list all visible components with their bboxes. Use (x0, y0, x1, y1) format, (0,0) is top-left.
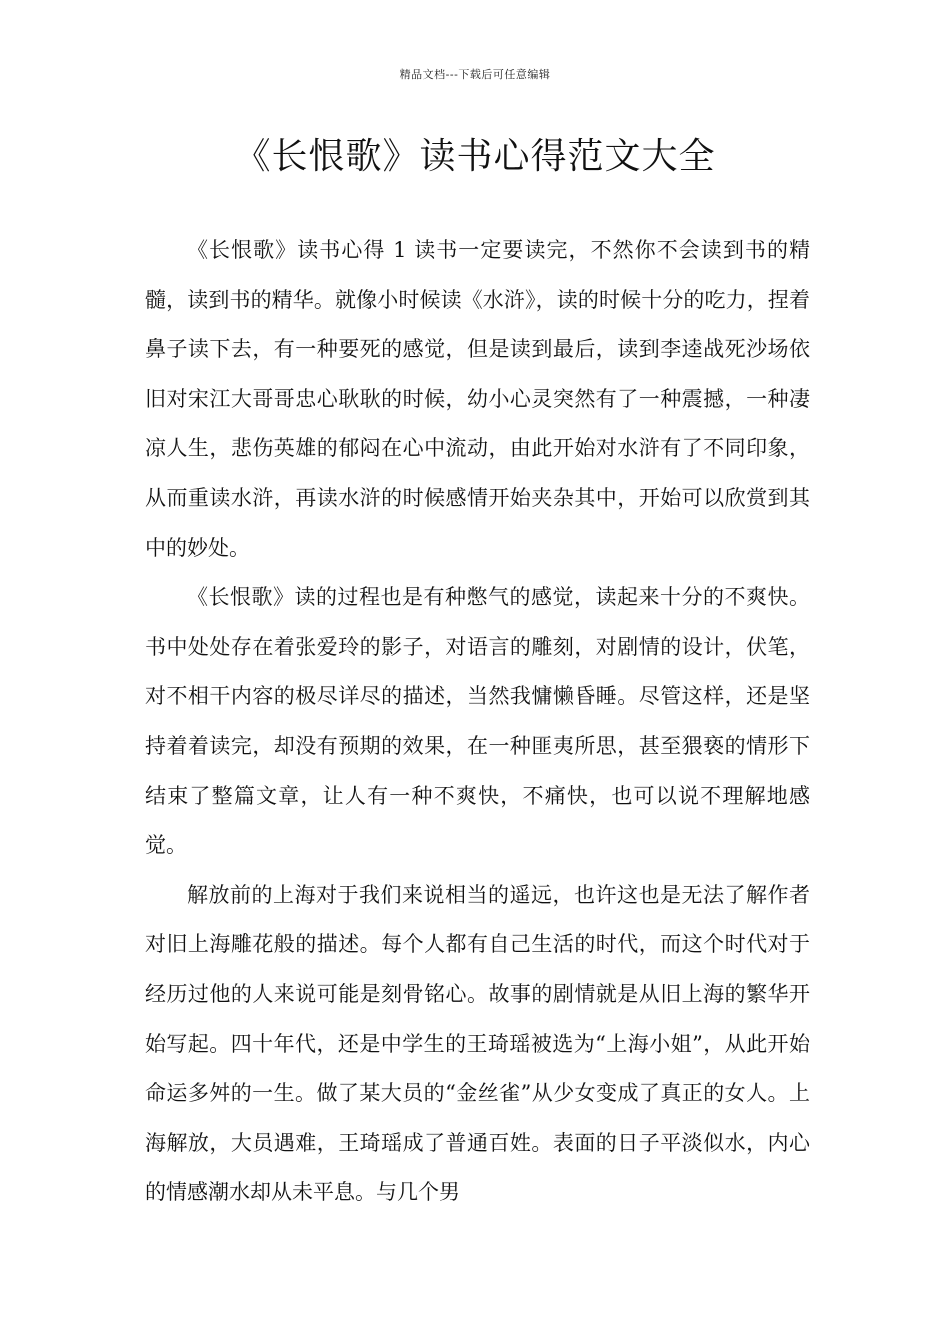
paragraph: 《长恨歌》读的过程也是有种憋气的感觉，读起来十分的不爽快。书中处处存在着张爱玲的影子，对语言的雕刻，对剧情的设计，伏笔，对不相干内容的极尽详尽的描述，当然我慵懒昏睡。尽管这样，还是坚持着着读完，却没有预期的效果，在一种匪夷所思，甚至猥亵的情形下结束了整篇文章，让人有一种不爽快，不痛快，也可以说不理解地感觉。 (145, 585, 810, 858)
header-note: 精品文档---下载后可任意编辑 (399, 68, 551, 81)
paragraph: 解放前的上海对于我们来说相当的遥远，也许这也是无法了解作者对旧上海雕花般的描述。每个人都有自己生活的时代，而这个时代对于经历过他的人来说可能是刻骨铭心。故事的剧情就是从旧上海的繁华开始写起。四十年代，还是中学生的王琦瑶被选为“上海小姐”，从此开始命运多舛的一生。做了某大员的“金丝雀”从少女变成了真正的女人。上海解放，大员遇难，王琦瑶成了普通百姓。表面的日子平淡似水，内心的情感潮水却从未平息。与几个男 (145, 882, 810, 1205)
paragraph: 《长恨歌》读书心得 1 读书一定要读完，不然你不会读到书的精髓，读到书的精华。就像小时候读《水浒》，读的时候十分的吃力，捏着鼻子读下去，有一种要死的感觉，但是读到最后，读到李逵战死沙场依旧对宋江大哥哥忠心耿耿的时候，幼小心灵突然有了一种震撼，一种凄凉人生，悲伤英雄的郁闷在心中流动，由此开始对水浒有了不同印象，从而重读水浒，再读水浒的时候感情开始夹杂其中，开始可以欣赏到其中的妙处。 (145, 238, 810, 560)
document-title: 《长恨歌》读书心得范文大全 (234, 136, 716, 177)
body-text (145, 226, 810, 1218)
